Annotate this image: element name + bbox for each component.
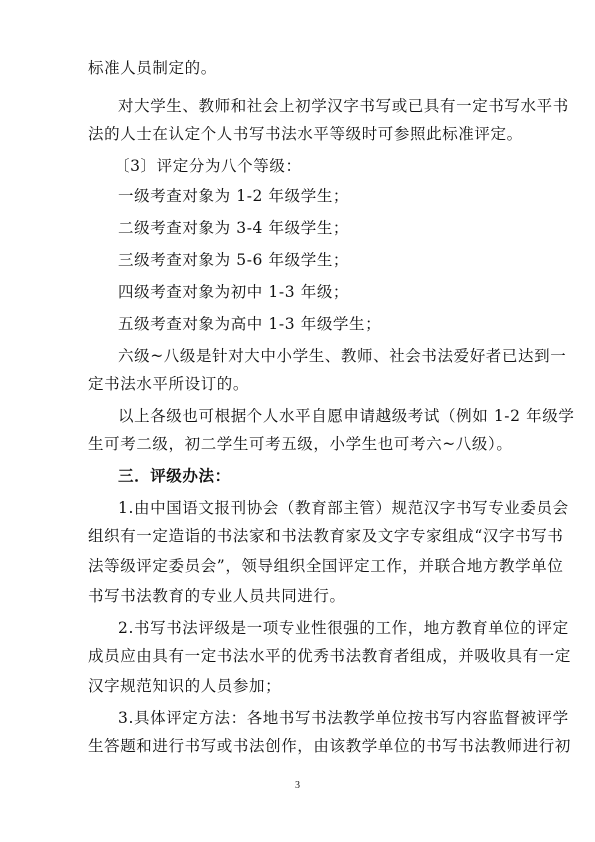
text-line: 生可考二级，初二学生可考五级，小学生也可考六~八级）。	[88, 435, 513, 453]
text-line: 一级考查对象为 1-2 年级学生；	[118, 187, 350, 205]
section-heading: 三．评级办法：	[118, 466, 231, 485]
text-line: 法等级评定委员会”，领导组织全国评定工作，并联合地方教学单位	[88, 557, 564, 575]
text-line: 以上各级也可根据个人水平自愿申请越级考试（例如 1-2 年级学	[118, 407, 575, 425]
text-line: 定书法水平所设订的。	[88, 375, 250, 393]
text-line: 对大学生、教师和社会上初学汉字书写或已具有一定书写水平书	[118, 97, 569, 115]
text-line: 书写书法教育的专业人员共同进行。	[88, 587, 346, 605]
text-line: 四级考查对象为初中 1-3 年级；	[118, 283, 350, 301]
text-line: 标准人员制定的。	[88, 59, 217, 77]
text-line: 组织有一定造诣的书法家和书法教育家及文字专家组成“汉字书写书	[88, 527, 564, 545]
text-line: 生答题和进行书写或书法创作，由该教学单位的书写书法教师进行初	[88, 737, 572, 755]
text-line: 3.具体评定方法：各地书写书法教学单位按书写内容监督被评学	[118, 709, 569, 727]
text-line: 五级考查对象为高中 1-3 年级学生；	[118, 315, 382, 333]
text-line: 二级考查对象为 3-4 年级学生；	[118, 219, 350, 237]
text-line: 汉字规范知识的人员参加；	[88, 677, 282, 695]
page-number: 3	[295, 780, 300, 791]
text-line: 成员应由具有一定书法水平的优秀书法教育者组成，并吸收具有一定	[88, 647, 572, 665]
text-line: 法的人士在认定个人书写书法水平等级时可参照此标准评定。	[88, 125, 523, 143]
text-line: 三级考查对象为 5-6 年级学生；	[118, 251, 350, 269]
text-line: 1.由中国语文报刊协会（教育部主管）规范汉字书写专业委员会	[118, 499, 569, 517]
text-line: 2.书写书法评级是一项专业性很强的工作，地方教育单位的评定	[118, 619, 569, 637]
text-line: 六级~八级是针对大中小学生、教师、社会书法爱好者已达到一	[118, 347, 567, 365]
text-line: 〔3〕评定分为八个等级：	[114, 157, 302, 175]
